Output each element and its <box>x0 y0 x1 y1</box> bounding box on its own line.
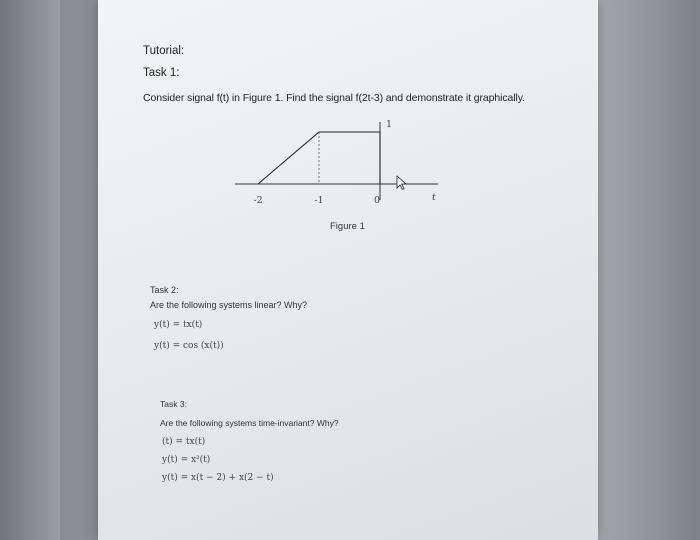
background-left <box>0 0 60 540</box>
axis-label-t: t <box>432 192 436 203</box>
tick-label-x-neg1: -1 <box>314 195 324 206</box>
tick-label-y-1: 1 <box>386 119 393 130</box>
task3-title: Task 3: <box>160 399 187 409</box>
task2-title: Task 2: <box>150 285 179 295</box>
mouse-cursor-icon <box>397 176 406 190</box>
task3-question: Are the following systems time-invariant? Why? <box>160 418 339 428</box>
figure-1-plot <box>230 112 445 217</box>
task3-system-1: (t) = tx(t) <box>162 437 206 447</box>
background-right <box>590 0 700 540</box>
tick-label-x-neg2: -2 <box>253 195 263 206</box>
task1-title: Task 1: <box>143 67 180 79</box>
task3-system-2: y(t) = x²(t) <box>162 455 211 465</box>
task2-system-1: y(t) = tx(t) <box>154 320 203 330</box>
task1-prompt: Consider signal f(t) in Figure 1. Find the signal f(2t-3) and demonstrate it graphically. <box>143 92 525 104</box>
figure-caption: Figure 1 <box>330 221 365 232</box>
document-heading: Tutorial: <box>143 45 185 57</box>
task2-question: Are the following systems linear? Why? <box>150 300 308 310</box>
task2-system-2: y(t) = cos (x(t)) <box>154 341 224 351</box>
tick-label-x-0: 0 <box>373 195 381 206</box>
task3-system-3: y(t) = x(t − 2) + x(2 − t) <box>162 473 274 483</box>
